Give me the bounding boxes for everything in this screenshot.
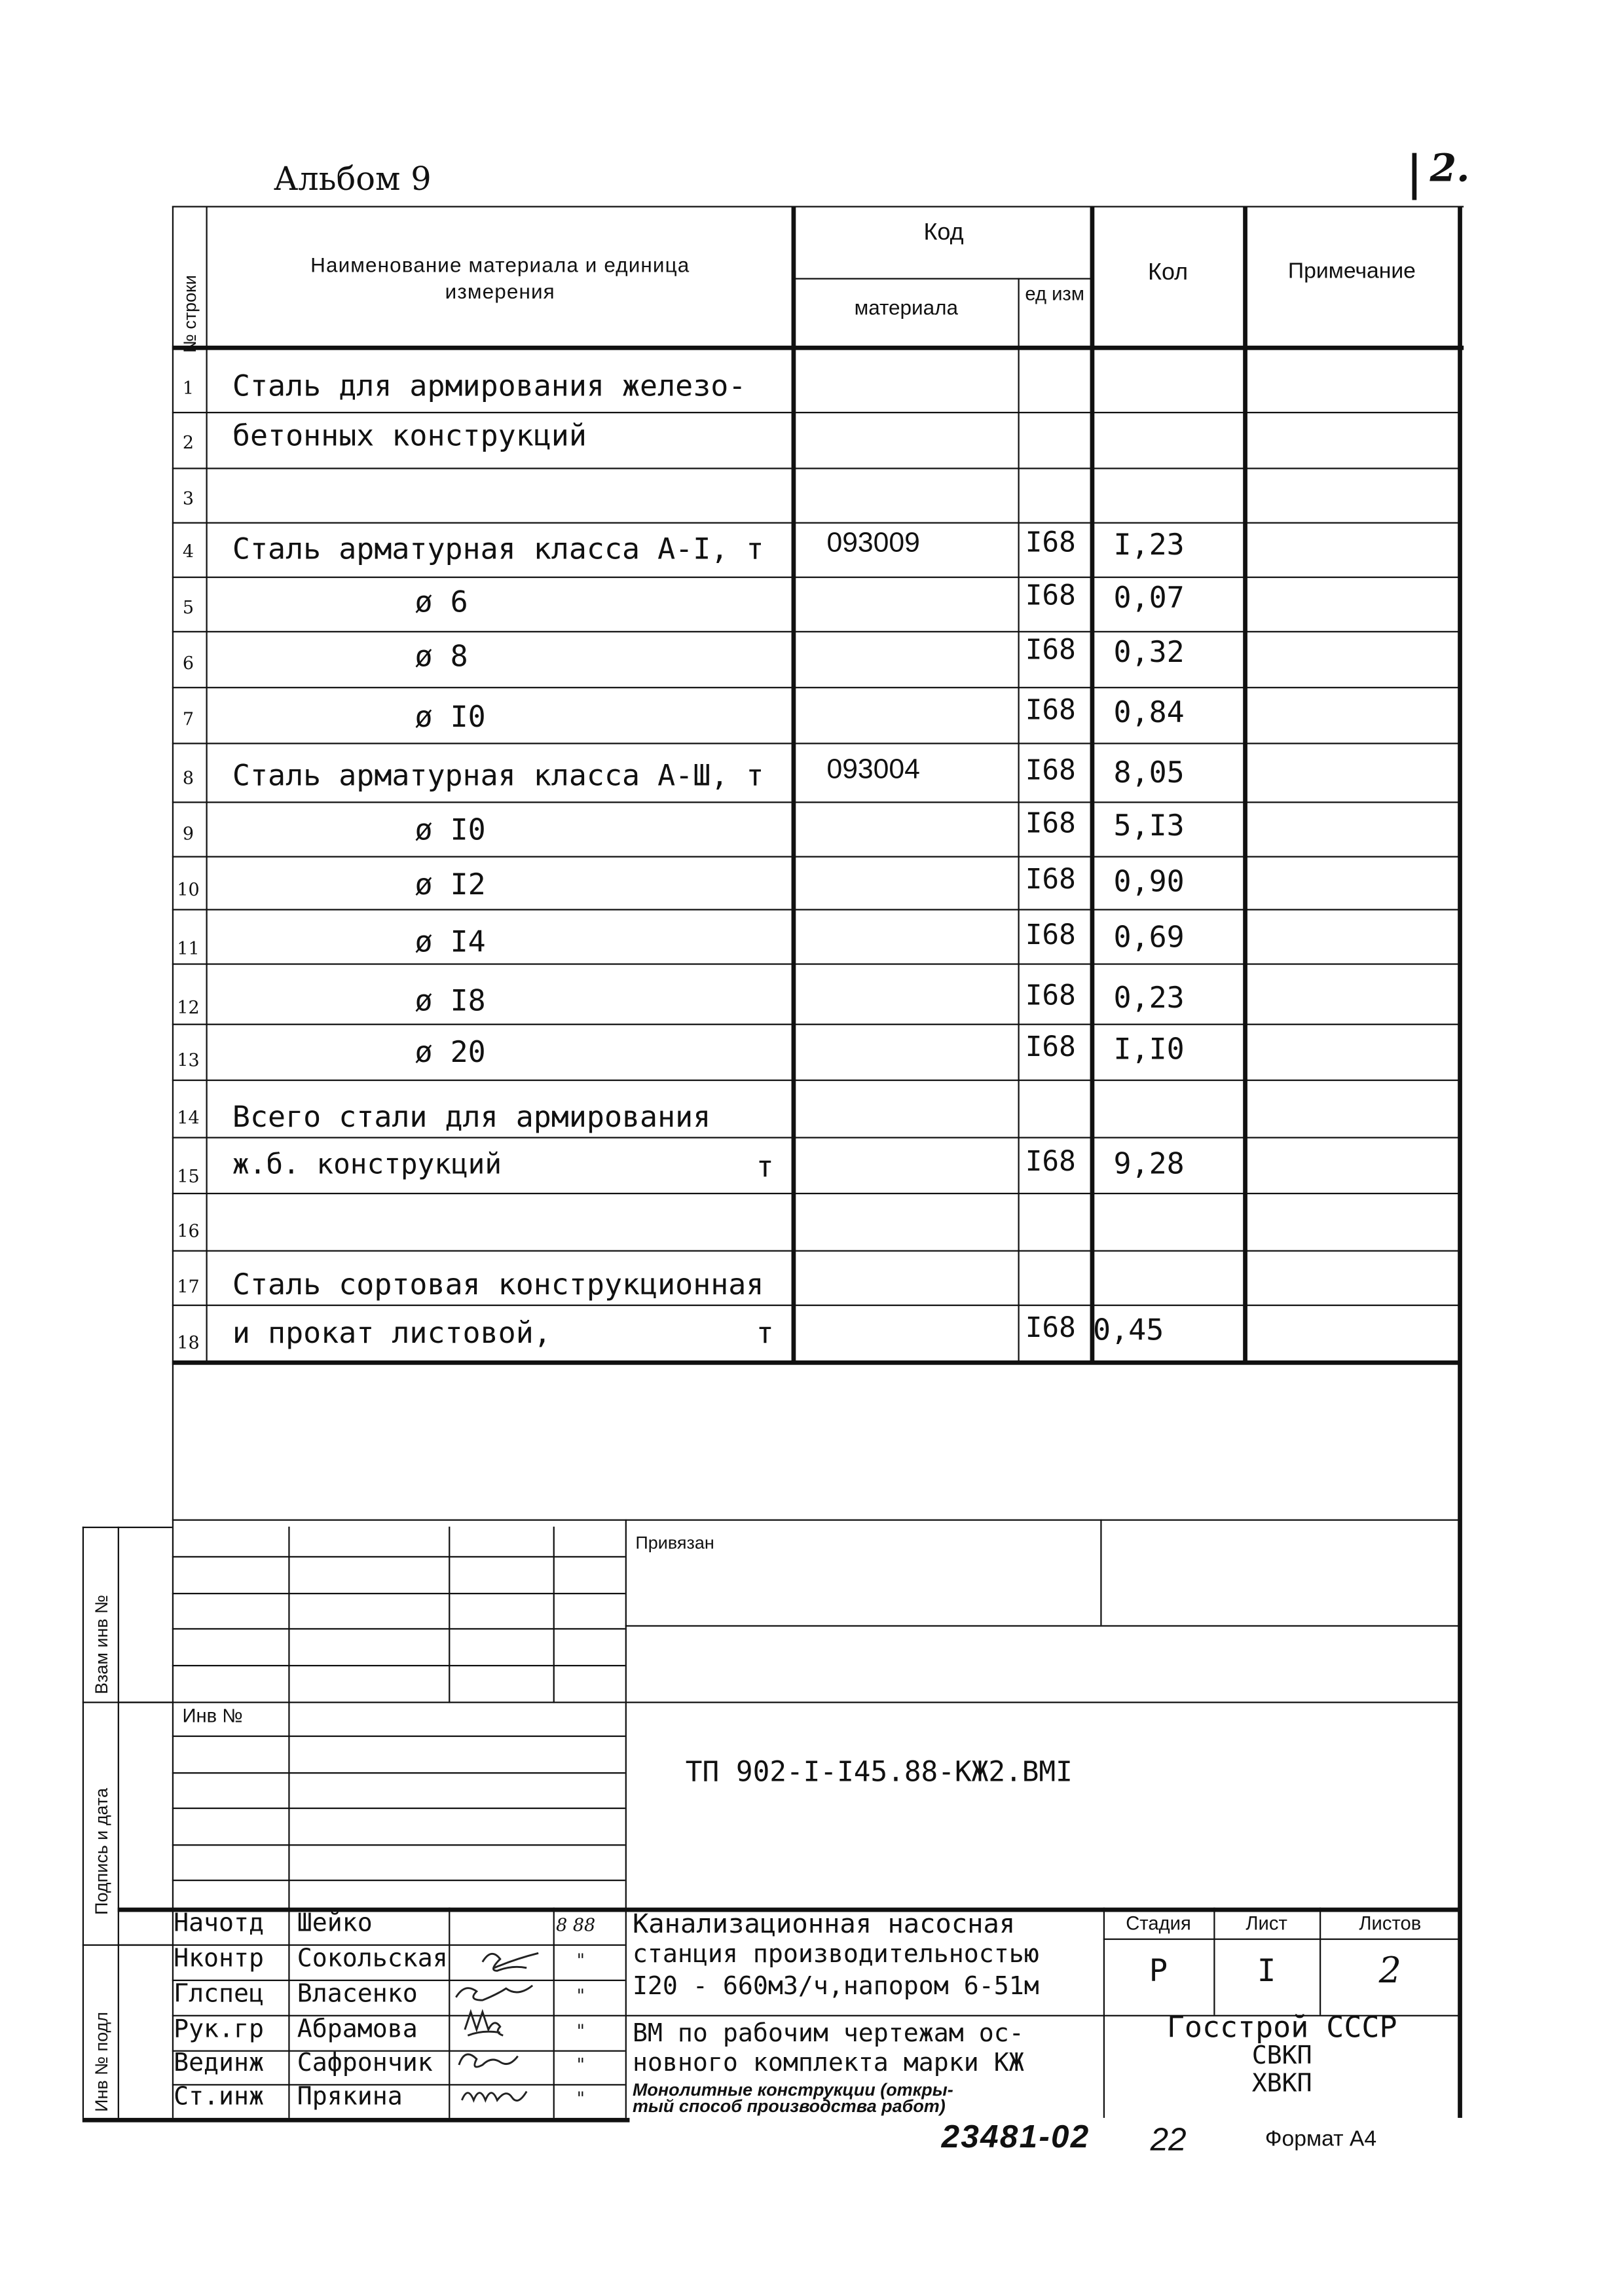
row-name: Сталь сортовая конструкционная — [232, 1266, 764, 1302]
row-unit: I68 — [1025, 579, 1076, 612]
stamp-main-divider — [625, 1520, 627, 2118]
album-label: Альбом 9 — [273, 162, 432, 199]
row-line — [172, 856, 1461, 857]
row-number: 4 — [182, 541, 194, 562]
doc-code: ТП 902-I-I45.88-КЖ2.ВМI — [685, 1756, 1073, 1789]
row-number: 9 — [182, 824, 194, 845]
row-name: Сталь для армирования железо- — [232, 367, 747, 403]
code-split-line — [794, 278, 1093, 280]
org-line-1: Госстрой СССР — [1166, 2009, 1397, 2045]
header-note: Примечание — [1287, 259, 1416, 284]
row-number: 8 — [182, 767, 194, 789]
stamp-row-line — [172, 1665, 625, 1666]
stamp-row-line — [172, 1628, 625, 1630]
unit-col-line — [1090, 206, 1095, 1362]
header-row-number: № строки — [179, 275, 200, 354]
qty-col-line — [1243, 206, 1247, 1362]
stamp-row-line — [172, 1736, 625, 1737]
stamp-row-line — [172, 1556, 625, 1558]
row-line — [172, 1193, 1461, 1194]
label-stage: Стадия — [1126, 1912, 1191, 1935]
row-unit: I68 — [1025, 526, 1076, 559]
label-sheets: Листов — [1359, 1912, 1422, 1935]
row-number: 10 — [177, 879, 200, 900]
title-line-2: станция производительностью — [632, 1940, 1039, 1970]
row-number: 13 — [177, 1049, 200, 1071]
row-qty: 0,23 — [1113, 979, 1185, 1015]
signatures-scribble — [450, 1944, 556, 2118]
stamp-top-line — [172, 1520, 1461, 1521]
row-qty: 5,I3 — [1113, 807, 1185, 843]
row-line — [172, 1080, 1461, 1081]
role-label: Нконтр — [174, 1944, 265, 1974]
header-code: Код — [923, 220, 964, 246]
stamp-bottom-line — [83, 2118, 630, 2123]
row-name: Всего стали для армирования — [232, 1099, 711, 1135]
sign-date: " — [576, 1950, 585, 1971]
stamp-row-line — [625, 1625, 1461, 1626]
stamp-row-line — [172, 1880, 625, 1881]
header-qty: Кол — [1148, 260, 1189, 285]
row-number: 1 — [182, 378, 194, 399]
person-name: Абрамова — [297, 2014, 418, 2045]
stamp-page: 22 — [1150, 2121, 1187, 2158]
row-unit: I68 — [1025, 634, 1076, 666]
row-qty: 8,05 — [1113, 754, 1185, 790]
table-right-line — [1458, 206, 1462, 2118]
title-line-1: Канализационная насосная — [632, 1908, 1016, 1941]
label-vzam-inv: Взам инв № — [91, 1594, 112, 1694]
row-number: 17 — [177, 1276, 200, 1298]
role-label: Ст.инж — [174, 2083, 265, 2112]
label-inv-no: Инв № — [182, 1704, 243, 1727]
row-line — [172, 909, 1461, 910]
row-unit: I68 — [1025, 694, 1076, 727]
row-line — [172, 522, 1461, 523]
margin-left-line — [83, 1527, 84, 2118]
title-line-5: новного комплекта марки КЖ — [632, 2049, 1024, 2079]
stage-value: Р — [1149, 1953, 1168, 1989]
row-unit: I68 — [1025, 1146, 1076, 1178]
row-qty: 0,69 — [1113, 919, 1185, 955]
sheet-mark: 2. — [1430, 147, 1470, 192]
sign-date: " — [576, 2020, 585, 2042]
stamp-info-line — [1103, 1939, 1461, 1940]
person-name: Сокольская — [297, 1944, 448, 1974]
row-line — [172, 577, 1461, 578]
row-name: Сталь арматурная класса А-Ш, т — [232, 757, 764, 793]
row-line — [172, 1024, 1461, 1025]
header-code-material: материала — [854, 295, 958, 319]
row-line — [172, 631, 1461, 632]
stamp-col-line — [449, 1527, 450, 1704]
row-code: 093004 — [826, 754, 920, 786]
row-name: бетонных конструкций — [232, 417, 587, 453]
row-number: 15 — [177, 1166, 200, 1187]
row-name: ø I2 — [415, 866, 486, 902]
stamp-row-line — [172, 1772, 625, 1774]
org-line-3: ХВКП — [1251, 2069, 1312, 2099]
row-number: 12 — [177, 997, 200, 1018]
title-line-3: I20 - 660м3/ч,напором 6-51м — [632, 1972, 1039, 2002]
person-name: Власенко — [297, 1979, 418, 2009]
row-line — [172, 1305, 1461, 1306]
row-line — [172, 1250, 1461, 1251]
person-name: Прякина — [297, 2083, 403, 2112]
row-line — [172, 467, 1461, 469]
sign-date: " — [576, 2054, 585, 2075]
row-number: 11 — [177, 938, 200, 959]
sheets-value: 2 — [1378, 1950, 1401, 1992]
sign-date: 8 88 — [556, 1914, 596, 1936]
row-number: 18 — [177, 1332, 200, 1353]
privyazan-divider — [1100, 1520, 1101, 1626]
row-number: 7 — [182, 708, 194, 730]
row-number: 16 — [177, 1220, 200, 1242]
row-code: 093009 — [826, 528, 920, 559]
table-top-line — [172, 206, 1464, 208]
stamp-col-line — [553, 1527, 555, 1704]
rowno-col-line — [206, 206, 207, 1362]
row-line — [172, 801, 1461, 803]
margin-inner-line — [118, 1527, 119, 2118]
row-unit: I68 — [1025, 979, 1076, 1012]
row-name: ø I0 — [415, 812, 486, 847]
row-unit: I68 — [1025, 863, 1076, 896]
role-label: Вединж — [174, 2049, 265, 2079]
label-inv-podl: Инв № подл — [91, 2011, 112, 2112]
row-name-unit: т — [756, 1315, 774, 1351]
org-line-2: СВКП — [1251, 2041, 1312, 2071]
format-label: Формат А4 — [1264, 2126, 1377, 2152]
row-line — [172, 687, 1461, 688]
row-name: ж.б. конструкций — [232, 1148, 502, 1181]
row-qty: I,23 — [1113, 526, 1185, 562]
title-line-7: тый способ производства работ) — [632, 2096, 946, 2117]
row-number: 6 — [182, 653, 194, 674]
stamp-row-line — [625, 1702, 1461, 1703]
row-line — [172, 1137, 1461, 1139]
row-line — [172, 412, 1461, 413]
person-name: Сафрончик — [297, 2049, 433, 2079]
row-qty: 0,32 — [1113, 634, 1185, 670]
row-unit: I68 — [1025, 1030, 1076, 1064]
sign-date: " — [576, 2088, 585, 2109]
row-line — [172, 742, 1461, 744]
margin-top-line — [83, 1527, 172, 1528]
stamp-row-line — [118, 1702, 625, 1703]
row-name: ø 20 — [415, 1034, 486, 1070]
stamp-row-line — [172, 1593, 625, 1594]
row-qty: 9,28 — [1113, 1146, 1185, 1181]
row-qty: 0,07 — [1113, 579, 1185, 615]
header-code-unit: ед изм — [1025, 282, 1084, 305]
row-number: 3 — [182, 488, 194, 509]
row-name: ø 6 — [415, 583, 468, 619]
label-sheet: Лист — [1246, 1912, 1287, 1935]
stamp-row-line — [172, 1844, 625, 1846]
sheet-mark-bar — [1412, 153, 1417, 200]
sign-date: " — [576, 1985, 585, 2007]
row-name: и прокат листовой, — [232, 1315, 551, 1351]
row-qty: I,I0 — [1113, 1030, 1185, 1066]
row-name: ø I4 — [415, 923, 486, 959]
code-col-line — [1018, 278, 1019, 1362]
label-podpis-data: Подпись и дата — [91, 1788, 112, 1915]
row-line — [172, 963, 1461, 964]
row-unit: I68 — [1025, 1311, 1076, 1345]
row-unit: I68 — [1025, 807, 1076, 840]
role-label: Рук.гр — [174, 2014, 265, 2045]
stamp-row-line — [172, 1808, 625, 1809]
row-name: ø I8 — [415, 982, 486, 1018]
person-name: Шейко — [297, 1908, 373, 1939]
stamp-number: 23481-02 — [941, 2117, 1090, 2155]
row-number: 14 — [177, 1107, 200, 1129]
role-label: Глспец — [174, 1979, 265, 2009]
title-line-6: Монолитные конструкции (откры- — [632, 2079, 953, 2100]
row-qty: 0,45 — [1093, 1311, 1164, 1347]
row-name: ø I0 — [415, 699, 486, 734]
stamp-col-line — [288, 1527, 289, 2118]
role-label: Начотд — [174, 1908, 265, 1939]
row-unit: I68 — [1025, 754, 1076, 787]
row-name: Сталь арматурная класса А-I, т — [232, 530, 764, 566]
title-line-4: ВМ по рабочим чертежам ос- — [632, 2019, 1024, 2049]
table-bottom-line — [172, 1360, 1461, 1365]
name-col-line — [792, 206, 796, 1362]
table-header-bottom-line — [172, 346, 1464, 350]
row-name: ø 8 — [415, 638, 468, 674]
row-unit: I68 — [1025, 919, 1076, 952]
row-qty: 0,84 — [1113, 694, 1185, 730]
row-name-unit: т — [756, 1148, 774, 1184]
row-number: 2 — [182, 432, 194, 453]
header-name: Наименование материала и единица измерения — [310, 253, 690, 303]
sheet-value: I — [1257, 1953, 1276, 1989]
row-number: 5 — [182, 597, 194, 618]
label-privyazan: Привязан — [635, 1532, 714, 1554]
row-qty: 0,90 — [1113, 863, 1185, 899]
